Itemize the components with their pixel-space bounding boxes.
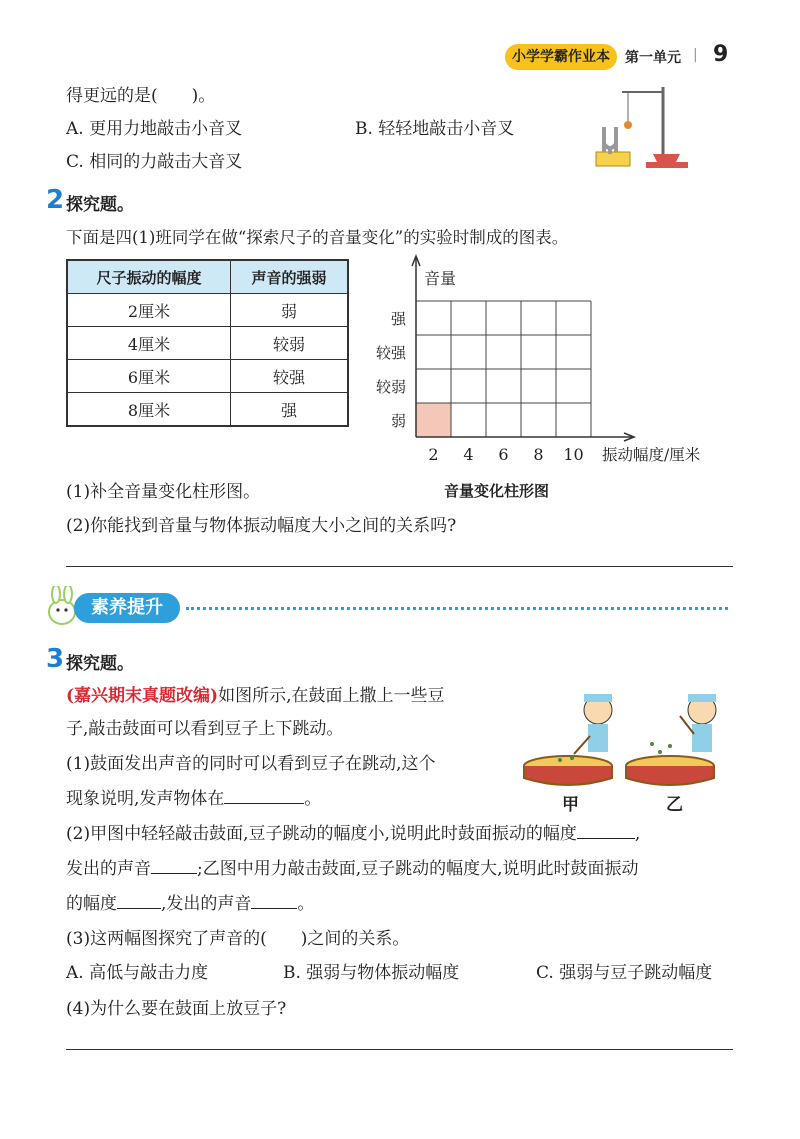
q3-p1b-end: 。 [304,789,322,809]
q3-p2a-text: (2)甲图中轻轻敲击鼓面,豆子跳动的幅度小,说明此时鼓面振动的幅度 [66,824,577,844]
q3-p2a [66,822,640,846]
answer-blank[interactable] [224,787,304,804]
brand-badge: 小学学霸作业本 [505,44,617,70]
table-cell: 8厘米 [67,393,231,427]
q3-opt-b: B. 强弱与物体振动幅度 [283,963,460,983]
label-yi: 乙 [666,795,683,815]
chart-x-tick-label: 8 [533,445,544,464]
q1-option-a: A. 更用力地敲击小音叉 [66,119,243,139]
tuning-fork-illustration [588,82,698,182]
page-number: 9 [713,42,729,67]
table-cell: 2厘米 [67,294,231,327]
q3-p3: (3)这两幅图探究了声音的( )之间的关系。 [66,929,410,949]
answer-blank[interactable] [577,822,635,839]
label-jia: 甲 [562,795,579,815]
table-row [67,327,348,360]
q3-opt-c: C. 强弱与豆子跳动幅度 [536,963,713,983]
q3-p2c [66,892,314,916]
table-header: 尺子振动的幅度 [67,260,231,294]
q3-p4: (4)为什么要在鼓面上放豆子? [66,999,287,1019]
q3-p1b-text: 现象说明,发声物体在 [66,789,225,809]
q3-p2b-mid: ;乙图中用力敲击鼓面,豆子跳动的幅度大,说明此时鼓面振动 [197,859,639,879]
table-row [67,393,348,427]
q2-intro: 下面是四(1)班同学在做“探索尺子的音量变化”的实验时制成的图表。 [66,228,569,247]
chart-y-tick-label: 较弱 [375,378,406,396]
pendulum-ball [624,121,632,129]
q3-p2a-end: , [634,824,641,844]
q3-title: 探究题。 [66,654,134,674]
chart-y-tick-label: 强 [390,310,406,328]
answer-line [66,1049,733,1050]
chart-y-label: 音量 [424,269,457,288]
q3-p1a: (1)鼓面发出声音的同时可以看到豆子在跳动,这个 [66,754,436,774]
volume-bar-chart [360,252,740,470]
q2-sub1: (1)补全音量变化柱形图。 [66,482,261,502]
q3-source: (嘉兴期末真题改编) [66,686,219,706]
q3-p2c-text: 的幅度 [66,894,117,914]
chart-bar [416,403,451,437]
q3-line2: 子,敲击鼓面可以看到豆子上下跳动。 [66,719,344,739]
chart-x-tick-label: 2 [428,445,439,464]
q2-number: 2 [46,185,65,215]
table-cell: 弱 [231,294,348,327]
q2-title: 探究题。 [66,195,134,215]
q3-opt-a: A. 高低与敲击力度 [66,963,209,983]
answer-blank[interactable] [251,892,297,909]
drum-illustration [520,686,730,806]
table-cell: 较强 [231,360,348,393]
q3-p1b [66,787,321,811]
chart-x-label: 振动幅度/厘米 [602,446,701,464]
amplitude-table [66,259,349,427]
answer-blank[interactable] [117,892,161,909]
stand-base [646,162,688,168]
table-cell: 6厘米 [67,360,231,393]
q3-p2b [66,857,639,881]
answer-blank[interactable] [151,857,197,874]
q1-option-b: B. 轻轻地敲击小音叉 [355,119,515,139]
chart-title: 音量变化柱形图 [444,482,550,500]
q2-sub2: (2)你能找到音量与物体振动幅度大小之间的关系吗? [66,516,457,536]
answer-line [66,566,733,567]
q3-number: 3 [46,644,65,674]
banner-dotted-rule [186,607,728,610]
section-banner: 素养提升 [74,593,180,623]
table-cell: 强 [231,393,348,427]
chart-y-tick-label: 较强 [375,344,406,362]
table-row [67,360,348,393]
chart-x-tick-label: 10 [563,445,584,464]
table-header: 声音的强弱 [231,260,348,294]
q1-continuation: 得更远的是( )。 [66,86,216,106]
table-cell: 较弱 [231,327,348,360]
header-separator: | [693,47,698,63]
chart-y-tick-label: 弱 [390,412,406,430]
q3-p2b-text: 发出的声音 [66,859,151,879]
q3-line1 [66,684,445,708]
q1-option-c: C. 相同的力敲击大音叉 [66,152,243,172]
fork-base [596,152,630,166]
table-cell: 4厘米 [67,327,231,360]
unit-label: 第一单元 [625,50,681,66]
q3-p2c-end: 。 [297,894,315,914]
q3-p2c-mid: ,发出的声音 [161,894,252,914]
table-row [67,294,348,327]
chart-x-tick-label: 6 [498,445,509,464]
chart-x-tick-label: 4 [463,445,474,464]
q3-line1-text: 如图所示,在鼓面上撒上一些豆 [218,686,445,706]
